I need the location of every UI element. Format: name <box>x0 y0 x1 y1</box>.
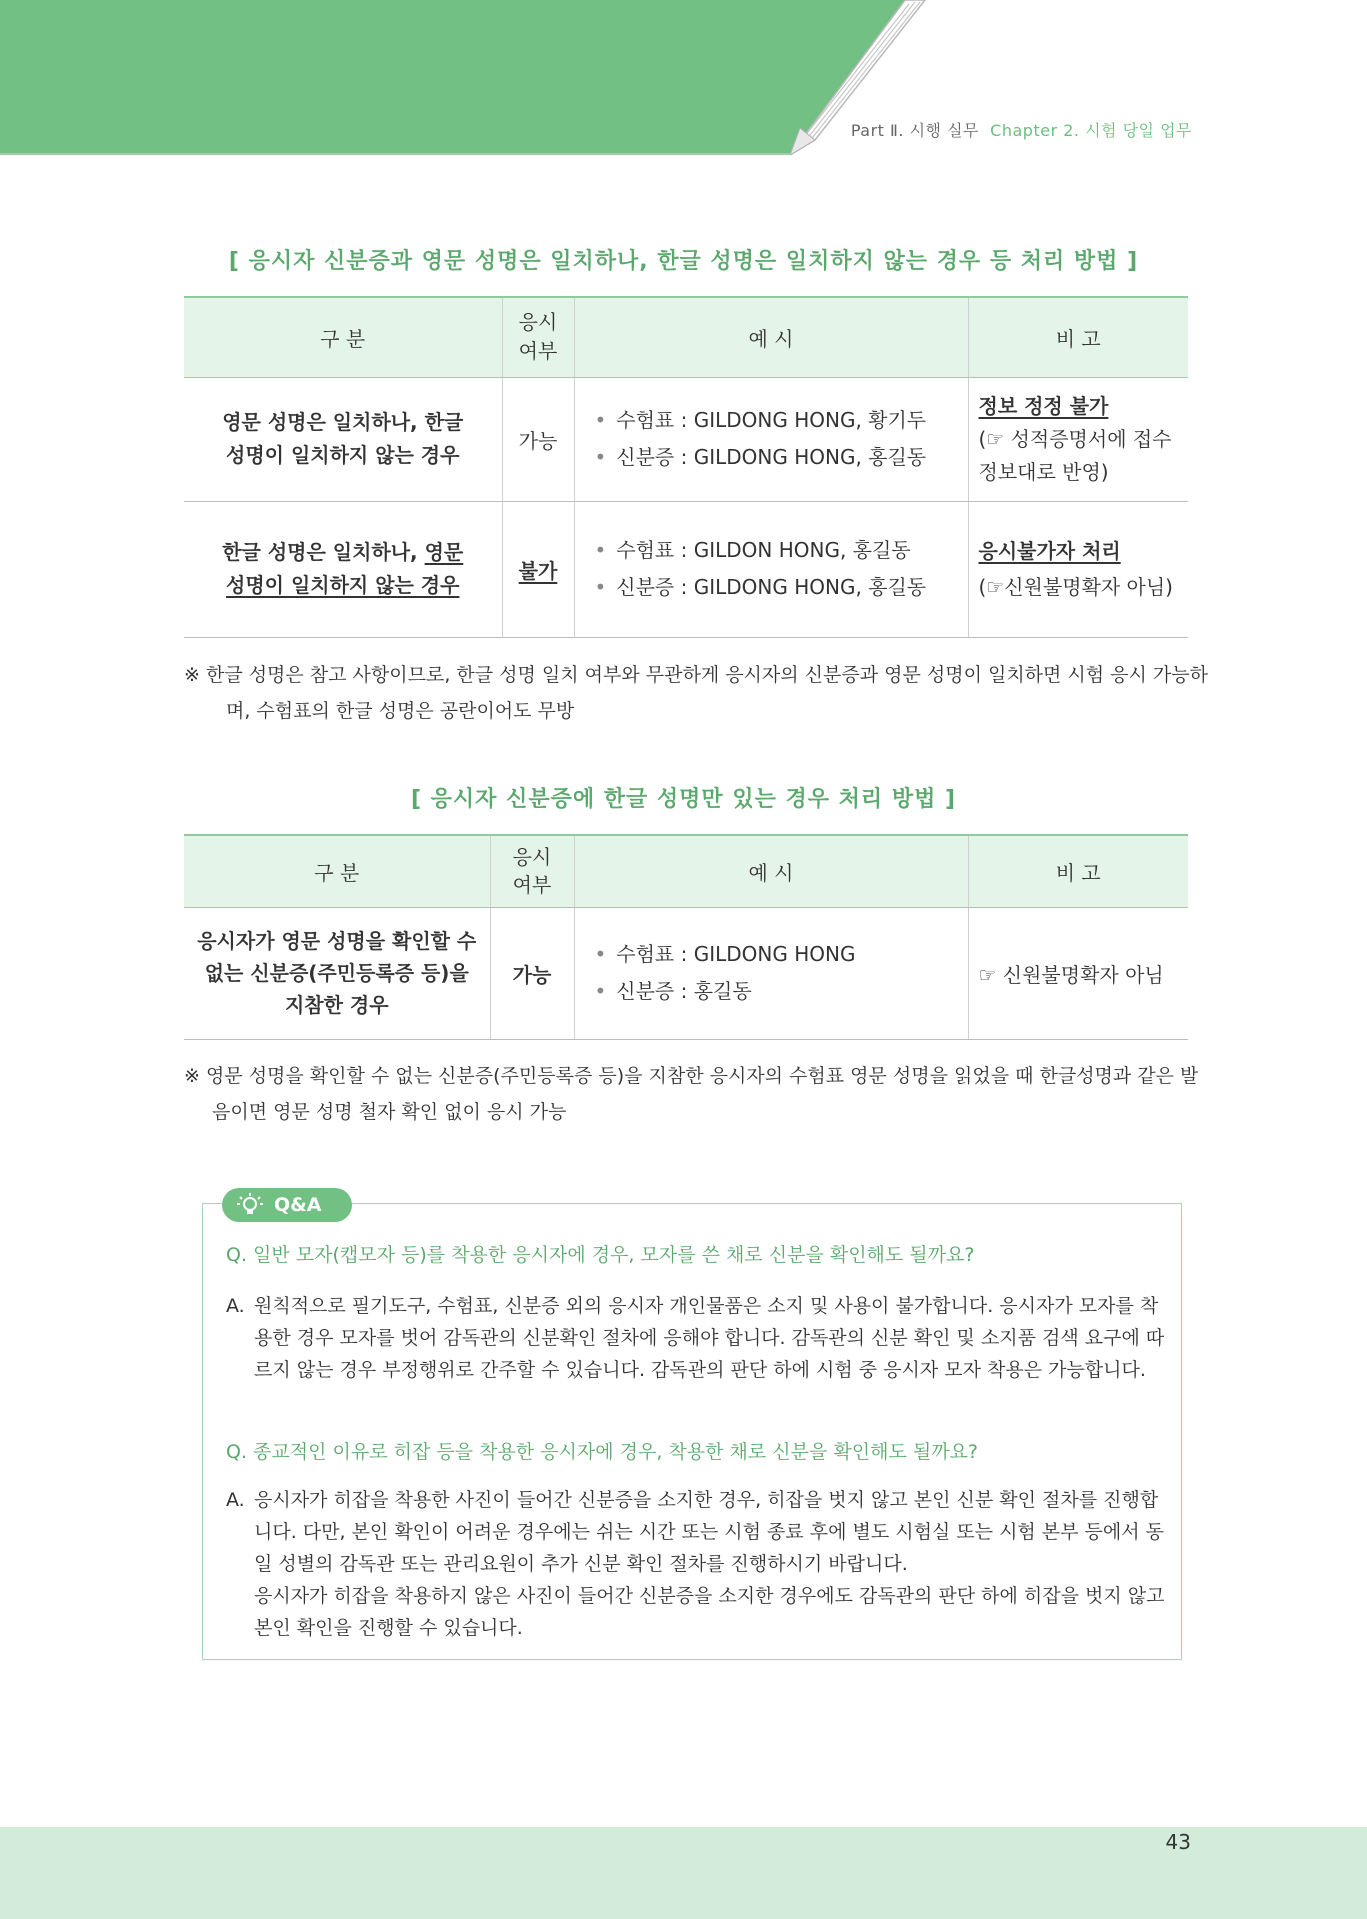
row1-example-ticket: • 수험표 : GILDONG HONG, 황기두 <box>595 402 958 439</box>
qa-question-1: Q. 일반 모자(캡모자 등)를 착용한 응시자에 경우, 모자를 쓴 채로 신분을 확인해도 될까요? <box>226 1244 975 1266</box>
row2-example-ticket: • 수험표 : GILDON HONG, 홍길동 <box>595 532 958 569</box>
row1-category: 영문 성명은 일치하나, 한글 성명이 일치하지 않는 경우 <box>184 377 502 501</box>
header-chapter: Chapter 2. 시험 당일 업무 <box>990 121 1192 140</box>
row1-example-id: • 신분증 : GILDONG HONG, 홍길동 <box>595 439 958 476</box>
running-header <box>851 118 1192 141</box>
t2-row1-category: 응시자가 영문 성명을 확인할 수 없는 신분증(주민등록증 등)을 지참한 경우 <box>184 907 490 1039</box>
qa-badge <box>222 1188 352 1222</box>
table2-header-example: 예 시 <box>574 835 968 907</box>
row2-examples <box>574 501 968 637</box>
qa-answer-1-body: 원칙적으로 필기도구, 수험표, 신분증 외의 응시자 개인물품은 소지 및 사용이 불가합니다. 응시자가 모자를 착용한 경우 모자를 벗어 감독관의 신분확인 절차에 응해야 합니다. 감독관의 신분 확인 및 소지품 검색 요구에 따르지 않는 경우 부정행위로 간주할 수 있습니다. 감독관의 판단 하에 시험 중 응시자 모자 착용은 가능합니다. <box>254 1295 1165 1381</box>
row1-remark-detail: (☞ 성적증명서에 접수 정보대로 반영) <box>978 426 1172 484</box>
row1-examples <box>574 377 968 501</box>
table2-header-category: 구 분 <box>184 835 490 907</box>
table-row <box>184 907 1188 1039</box>
header-part: Part Ⅱ. 시행 실무 <box>850 121 979 140</box>
qa-answer-2 <box>226 1484 1166 1644</box>
row1-remark <box>968 377 1188 501</box>
lightbulb-icon <box>236 1193 264 1217</box>
table2-header-remark: 비 고 <box>968 835 1188 907</box>
row2-category: 한글 성명은 일치하나, 영문 성명이 일치하지 않는 경우 <box>184 501 502 637</box>
qa-question-2: Q. 종교적인 이유로 히잡 등을 착용한 응시자에 경우, 착용한 채로 신분을 확인해도 될까요? <box>226 1441 978 1463</box>
table1-title: [ 응시자 신분증과 영문 성명은 일치하나, 한글 성명은 일치하지 않는 경우 등 처리 방법 ] <box>228 249 1139 274</box>
table2-note: ※ 영문 성명을 확인할 수 없는 신분증(주민등록증 등)을 지참한 응시자의 수험표 영문 성명을 읽었을 때 한글성명과 같은 발음이면 영문 성명 철자 확인 없이 응시 가능 <box>184 1065 1199 1123</box>
row1-status: 가능 <box>502 377 574 501</box>
table2-title: [ 응시자 신분증에 한글 성명만 있는 경우 처리 방법 ] <box>410 787 957 812</box>
qa-answer-2-body-extra: 응시자가 히잡을 착용하지 않은 사진이 들어간 신분증을 소지한 경우에도 감독관의 판단 하에 히잡을 벗지 않고 본인 확인을 진행할 수 있습니다. <box>254 1585 1165 1639</box>
table2-header-status: 응시 여부 <box>490 835 574 907</box>
table1 <box>184 296 1188 638</box>
t2-row1-remark: ☞ 신원불명확자 아님 <box>968 907 1188 1039</box>
table1-header-category: 구 분 <box>184 297 502 377</box>
t2-row1-example-id: • 신분증 : 홍길동 <box>595 973 958 1010</box>
table1-header-status: 응시 여부 <box>502 297 574 377</box>
table1-header-remark: 비 고 <box>968 297 1188 377</box>
row2-remark <box>968 501 1188 637</box>
table2 <box>184 834 1188 1040</box>
row2-status: 불가 <box>502 501 574 637</box>
row2-remark-detail: (☞신원불명확자 아님) <box>978 575 1173 599</box>
footer-band <box>0 1827 1367 1919</box>
row1-remark-title: 정보 정정 불가 <box>978 393 1109 418</box>
t2-row1-status: 가능 <box>490 907 574 1039</box>
row2-example-id: • 신분증 : GILDONG HONG, 홍길동 <box>595 569 958 606</box>
qa-badge-label: Q&A <box>274 1194 322 1216</box>
qa-answer-2-body: 응시자가 히잡을 착용한 사진이 들어간 신분증을 소지한 경우, 히잡을 벗지 않고 본인 신분 확인 절차를 진행합니다. 다만, 본인 확인이 어려운 경우에는 쉬는 시간 또는 시험 종료 후에 별도 시험실 또는 시험 본부 등에서 동일 성별의 감독관 또는 관리요원이 추가 신분 확인 절차를 진행하시기 바랍니다. <box>254 1489 1165 1575</box>
table1-header-example: 예 시 <box>574 297 968 377</box>
qa-answer-1-label: A. <box>226 1295 245 1317</box>
row2-remark-title: 응시불가자 처리 <box>978 539 1121 563</box>
table-row <box>184 501 1188 637</box>
qa-answer-2-label: A. <box>226 1489 245 1511</box>
qa-answer-1 <box>226 1290 1166 1386</box>
t2-row1-example-ticket: • 수험표 : GILDONG HONG <box>595 936 958 973</box>
page-number: 43 <box>1165 1830 1191 1854</box>
t2-row1-examples <box>574 907 968 1039</box>
table-row <box>184 377 1188 501</box>
table1-note: ※ 한글 성명은 참고 사항이므로, 한글 성명 일치 여부와 무관하게 응시자의 신분증과 영문 성명이 일치하면 시험 응시 가능하며, 수험표의 한글 성명은 공란이어도 무방 <box>184 664 1208 722</box>
